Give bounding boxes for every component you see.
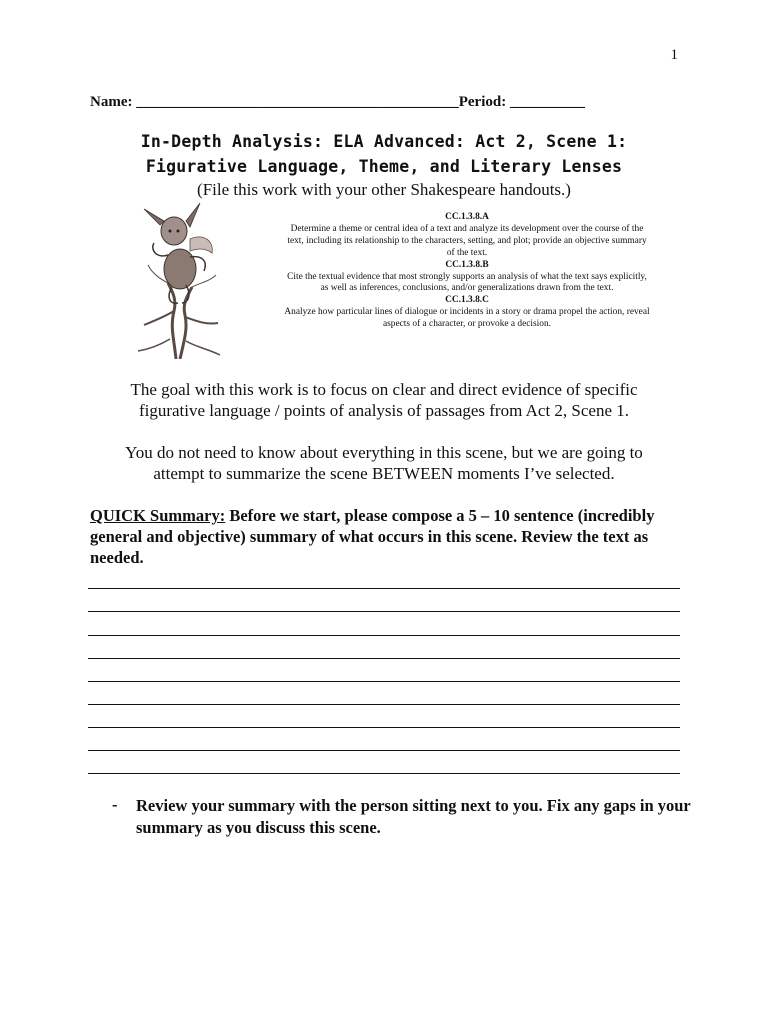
writing-line[interactable]	[88, 773, 680, 774]
quick-summary-instructions: Before we start, please compose a 5 – 10 sentence (incredibly general and objective) summary of what occurs in this scene. Review the text as needed.	[90, 506, 655, 567]
writing-line[interactable]	[88, 611, 680, 612]
writing-line[interactable]	[88, 635, 680, 636]
subtitle: (File this work with your other Shakespeare handouts.)	[197, 180, 571, 199]
writing-line[interactable]	[88, 658, 680, 659]
writing-line[interactable]	[88, 588, 680, 589]
writing-line[interactable]	[88, 704, 680, 705]
fairy-on-tree-icon	[130, 199, 225, 359]
title-line-2: Figurative Language, Theme, and Literary Lenses	[145, 157, 623, 176]
standard-code: CC.1.3.8.C	[445, 295, 489, 306]
writing-line[interactable]	[88, 727, 680, 728]
goal-paragraph: The goal with this work is to focus on clear and direct evidence of specific figurative language / points of analysis of passages from Act 2, Scene 1.	[130, 380, 638, 420]
standard-description: Determine a theme or central idea of a text and analyze its development over the course of the text, including its relationship to the characters, setting, and plot; provide an objective summary of the text.	[287, 223, 647, 258]
page-number: 1	[670, 47, 678, 63]
standard-description: Analyze how particular lines of dialogue or incidents in a story or drama propel the action, reveal aspects of a character, or provoke a decision.	[284, 307, 650, 330]
standard-code: CC.1.3.8.A	[445, 212, 489, 222]
bullet-dash: -	[112, 795, 118, 814]
standard-description: Cite the textual evidence that most strongly supports an analysis of what the text says explicitly, as well as inferences, conclusions, and/or generalizations drawn from the text.	[287, 271, 647, 294]
name-period-line: Name: ___________________________________________Period: __________	[90, 94, 585, 110]
title-line-1: In-Depth Analysis: ELA Advanced: Act 2, Scene 1:	[140, 132, 628, 151]
writing-line[interactable]	[88, 681, 680, 682]
quick-summary-label: QUICK Summary:	[90, 506, 226, 525]
note-paragraph: You do not need to know about everything in this scene, but we are going to attempt to summarize the scene BETWEEN moments I’ve selected.	[125, 443, 643, 483]
standard-code: CC.1.3.8.B	[445, 259, 489, 270]
standards-list	[283, 212, 651, 331]
review-instruction: Review your summary with the person sitting next to you. Fix any gaps in your summary as you discuss this scene.	[136, 796, 691, 837]
writing-line[interactable]	[88, 750, 680, 751]
quick-summary-prompt	[90, 505, 680, 568]
